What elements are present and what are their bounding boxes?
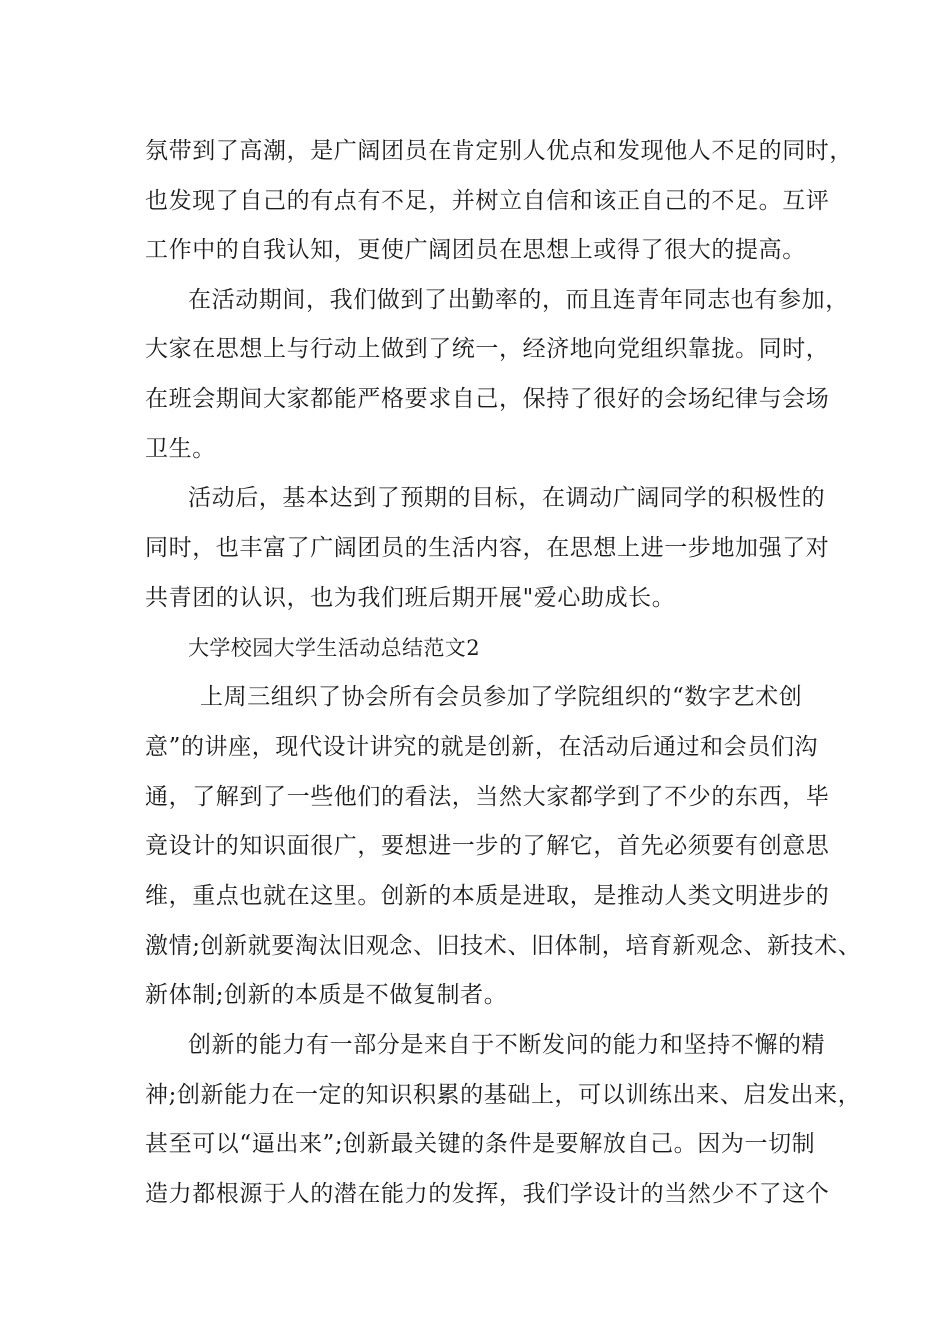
text-line: 在班会期间大家都能严格要求自己，保持了很好的会场纪律与会场: [145, 386, 830, 412]
text-line: 大家在思想上与行动上做到了统一，经济地向党组织靠拢。同时，: [145, 336, 830, 362]
text-line: 激情;创新就要淘汰旧观念、旧技术、旧体制，培育新观念、新技术、: [145, 933, 862, 959]
text-line: 造力都根源于人的潜在能力的发挥，我们学设计的当然少不了这个: [145, 1181, 830, 1207]
text-line: 通，了解到了一些他们的看法，当然大家都学到了不少的东西，毕: [145, 784, 830, 810]
text-line: 维，重点也就在这里。创新的本质是进取，是推动人类文明进步的: [145, 883, 830, 909]
text-line: 氛带到了高潮，是广阔团员在肯定别人优点和发现他人不足的同时，: [145, 138, 853, 164]
text-line: 创新的能力有一部分是来自于不断发问的能力和坚持不懈的精: [188, 1032, 826, 1058]
text-line: 工作中的自我认知，更使广阔团员在思想上或得了很大的提高。: [145, 237, 806, 263]
section-heading: 大学校园大学生活动总结范文2: [188, 636, 480, 660]
text-line: 卫生。: [145, 436, 216, 462]
text-line: 同时，也丰富了广阔团员的生活内容，在思想上进一步地加强了对: [145, 535, 830, 561]
text-line: 神;创新能力在一定的知识积累的基础上，可以训练出来、启发出来，: [145, 1082, 862, 1108]
text-line: 活动后，基本达到了预期的目标，在调动广阔同学的积极性的: [188, 485, 826, 511]
text-line: 上周三组织了协会所有会员参加了学院组织的“数字艺术创: [200, 684, 803, 710]
text-line: 共青团的认识，也为我们班后期开展"爱心助成长。: [145, 585, 676, 611]
text-line: 新体制;创新的本质是不做复制者。: [145, 982, 508, 1008]
text-line: 也发现了自己的有点有不足，并树立自信和该正自己的不足。互评: [145, 188, 830, 214]
text-line: 在活动期间，我们做到了出勤率的，而且连青年同志也有参加，: [188, 287, 849, 313]
text-line: 甚至可以“逼出来”;创新最关键的条件是要解放自己。因为一切制: [145, 1131, 816, 1157]
text-line: 意”的讲座，现代设计讲究的就是创新，在活动后通过和会员们沟: [145, 734, 819, 760]
text-line: 竟设计的知识面很广，要想进一步的了解它，首先必须要有创意思: [145, 833, 830, 859]
